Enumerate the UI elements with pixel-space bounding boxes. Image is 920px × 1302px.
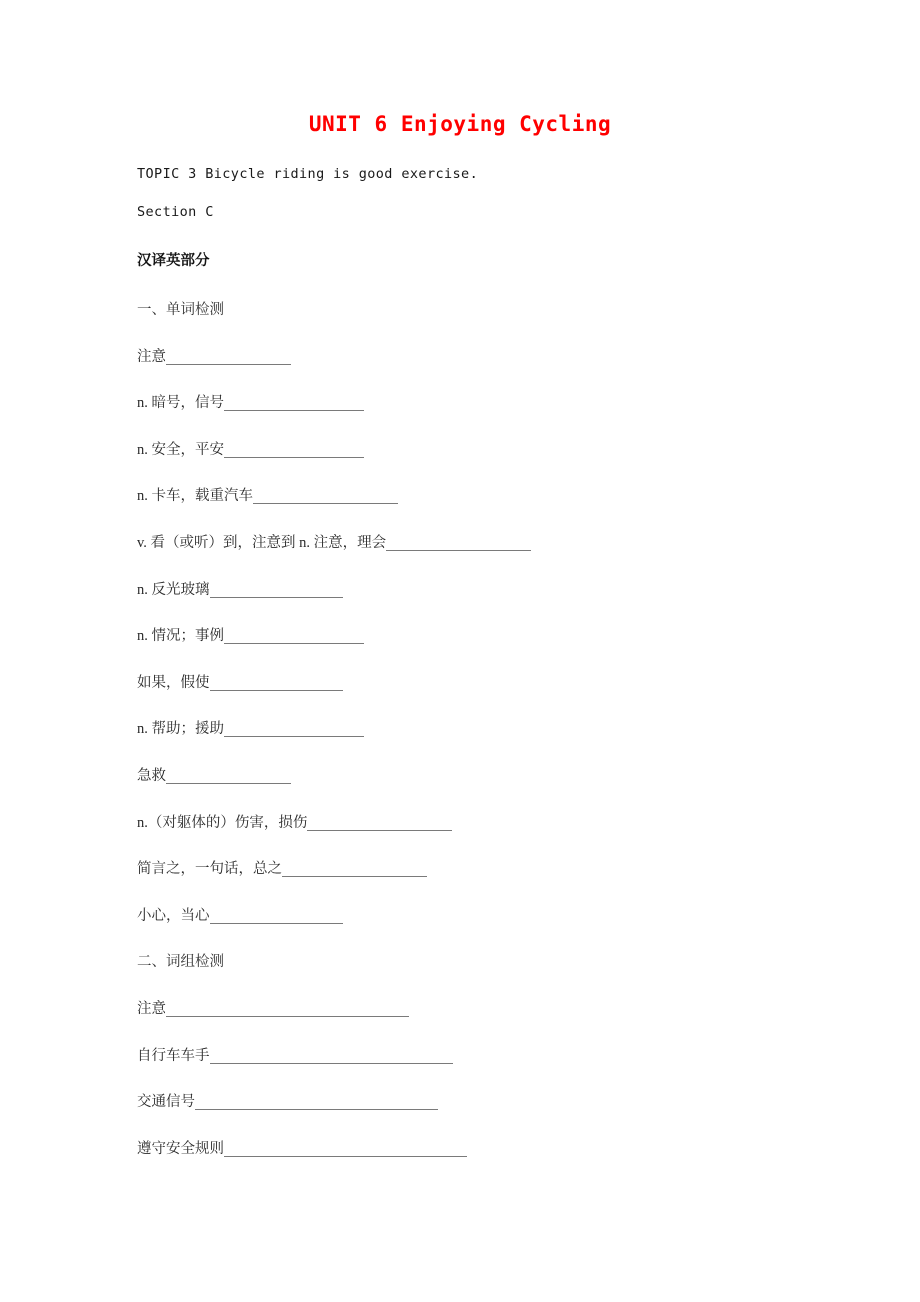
answer-blank[interactable]: [166, 770, 291, 784]
vocabulary-entry: [137, 1090, 438, 1111]
section-line: Section C: [137, 204, 214, 220]
group-heading: 二、词组检测: [137, 954, 224, 971]
vocabulary-entry: [137, 624, 364, 645]
vocabulary-entry: [137, 1044, 453, 1065]
entry-prompt: 自行车车手: [137, 1047, 210, 1064]
answer-blank[interactable]: [224, 444, 364, 458]
answer-blank[interactable]: [210, 1050, 453, 1064]
vocabulary-entry: [137, 484, 398, 505]
entry-prompt: n. 帮助；援助: [137, 721, 224, 738]
vocabulary-entry: [137, 391, 364, 412]
answer-blank[interactable]: [307, 817, 452, 831]
topic-line: TOPIC 3 Bicycle riding is good exercise.: [137, 166, 479, 182]
vocabulary-entry: [137, 904, 343, 925]
group-heading: 一、单词检测: [137, 302, 224, 318]
vocabulary-entry: [137, 578, 343, 599]
vocabulary-entry: [137, 811, 452, 832]
answer-blank[interactable]: [210, 584, 343, 598]
answer-blank[interactable]: [210, 910, 343, 924]
vocabulary-entry: [137, 438, 364, 459]
page-title: UNIT 6 Enjoying Cycling: [308, 112, 612, 136]
entry-prompt: 注意: [137, 348, 166, 365]
vocabulary-entry: [137, 997, 409, 1018]
answer-blank[interactable]: [224, 723, 364, 737]
answer-blank[interactable]: [282, 863, 427, 877]
entry-prompt: 简言之，一句话，总之: [137, 861, 282, 878]
answer-blank[interactable]: [386, 537, 531, 551]
answer-blank[interactable]: [224, 630, 364, 644]
entry-prompt: 急救: [137, 768, 166, 784]
vocabulary-entry: [137, 345, 291, 366]
answer-blank[interactable]: [166, 1003, 409, 1017]
answer-blank[interactable]: [224, 397, 364, 411]
vocabulary-entry: [137, 531, 531, 552]
vocabulary-entry: [137, 717, 364, 738]
entry-prompt: 交通信号: [137, 1094, 195, 1111]
entry-prompt: n. 情况；事例: [137, 628, 224, 645]
entry-prompt: n. 安全，平安: [137, 441, 224, 458]
entry-prompt: n. 暗号，信号: [137, 395, 224, 412]
entry-prompt: 小心，当心: [137, 907, 210, 924]
vocabulary-entry: [137, 764, 291, 785]
entry-prompt: n. 卡车，载重汽车: [137, 488, 253, 505]
answer-blank[interactable]: [253, 490, 398, 504]
answer-blank[interactable]: [210, 677, 343, 691]
vocabulary-entry: [137, 671, 343, 692]
vocabulary-entry: [137, 1137, 467, 1158]
entry-prompt: 注意: [137, 1001, 166, 1017]
entry-prompt: n.（对躯体的）伤害，损伤: [137, 814, 308, 831]
part-label: 汉译英部分: [137, 253, 210, 269]
entry-prompt: v. 看（或听）到，注意到 n. 注意，理会: [137, 535, 387, 551]
answer-blank[interactable]: [166, 351, 291, 365]
answer-blank[interactable]: [224, 1143, 467, 1157]
answer-blank[interactable]: [195, 1096, 438, 1110]
entry-prompt: 如果，假使: [137, 674, 210, 691]
entry-prompt: n. 反光玻璃: [137, 581, 210, 598]
entry-prompt: 遵守安全规则: [137, 1140, 224, 1157]
vocabulary-entry: [137, 857, 427, 878]
